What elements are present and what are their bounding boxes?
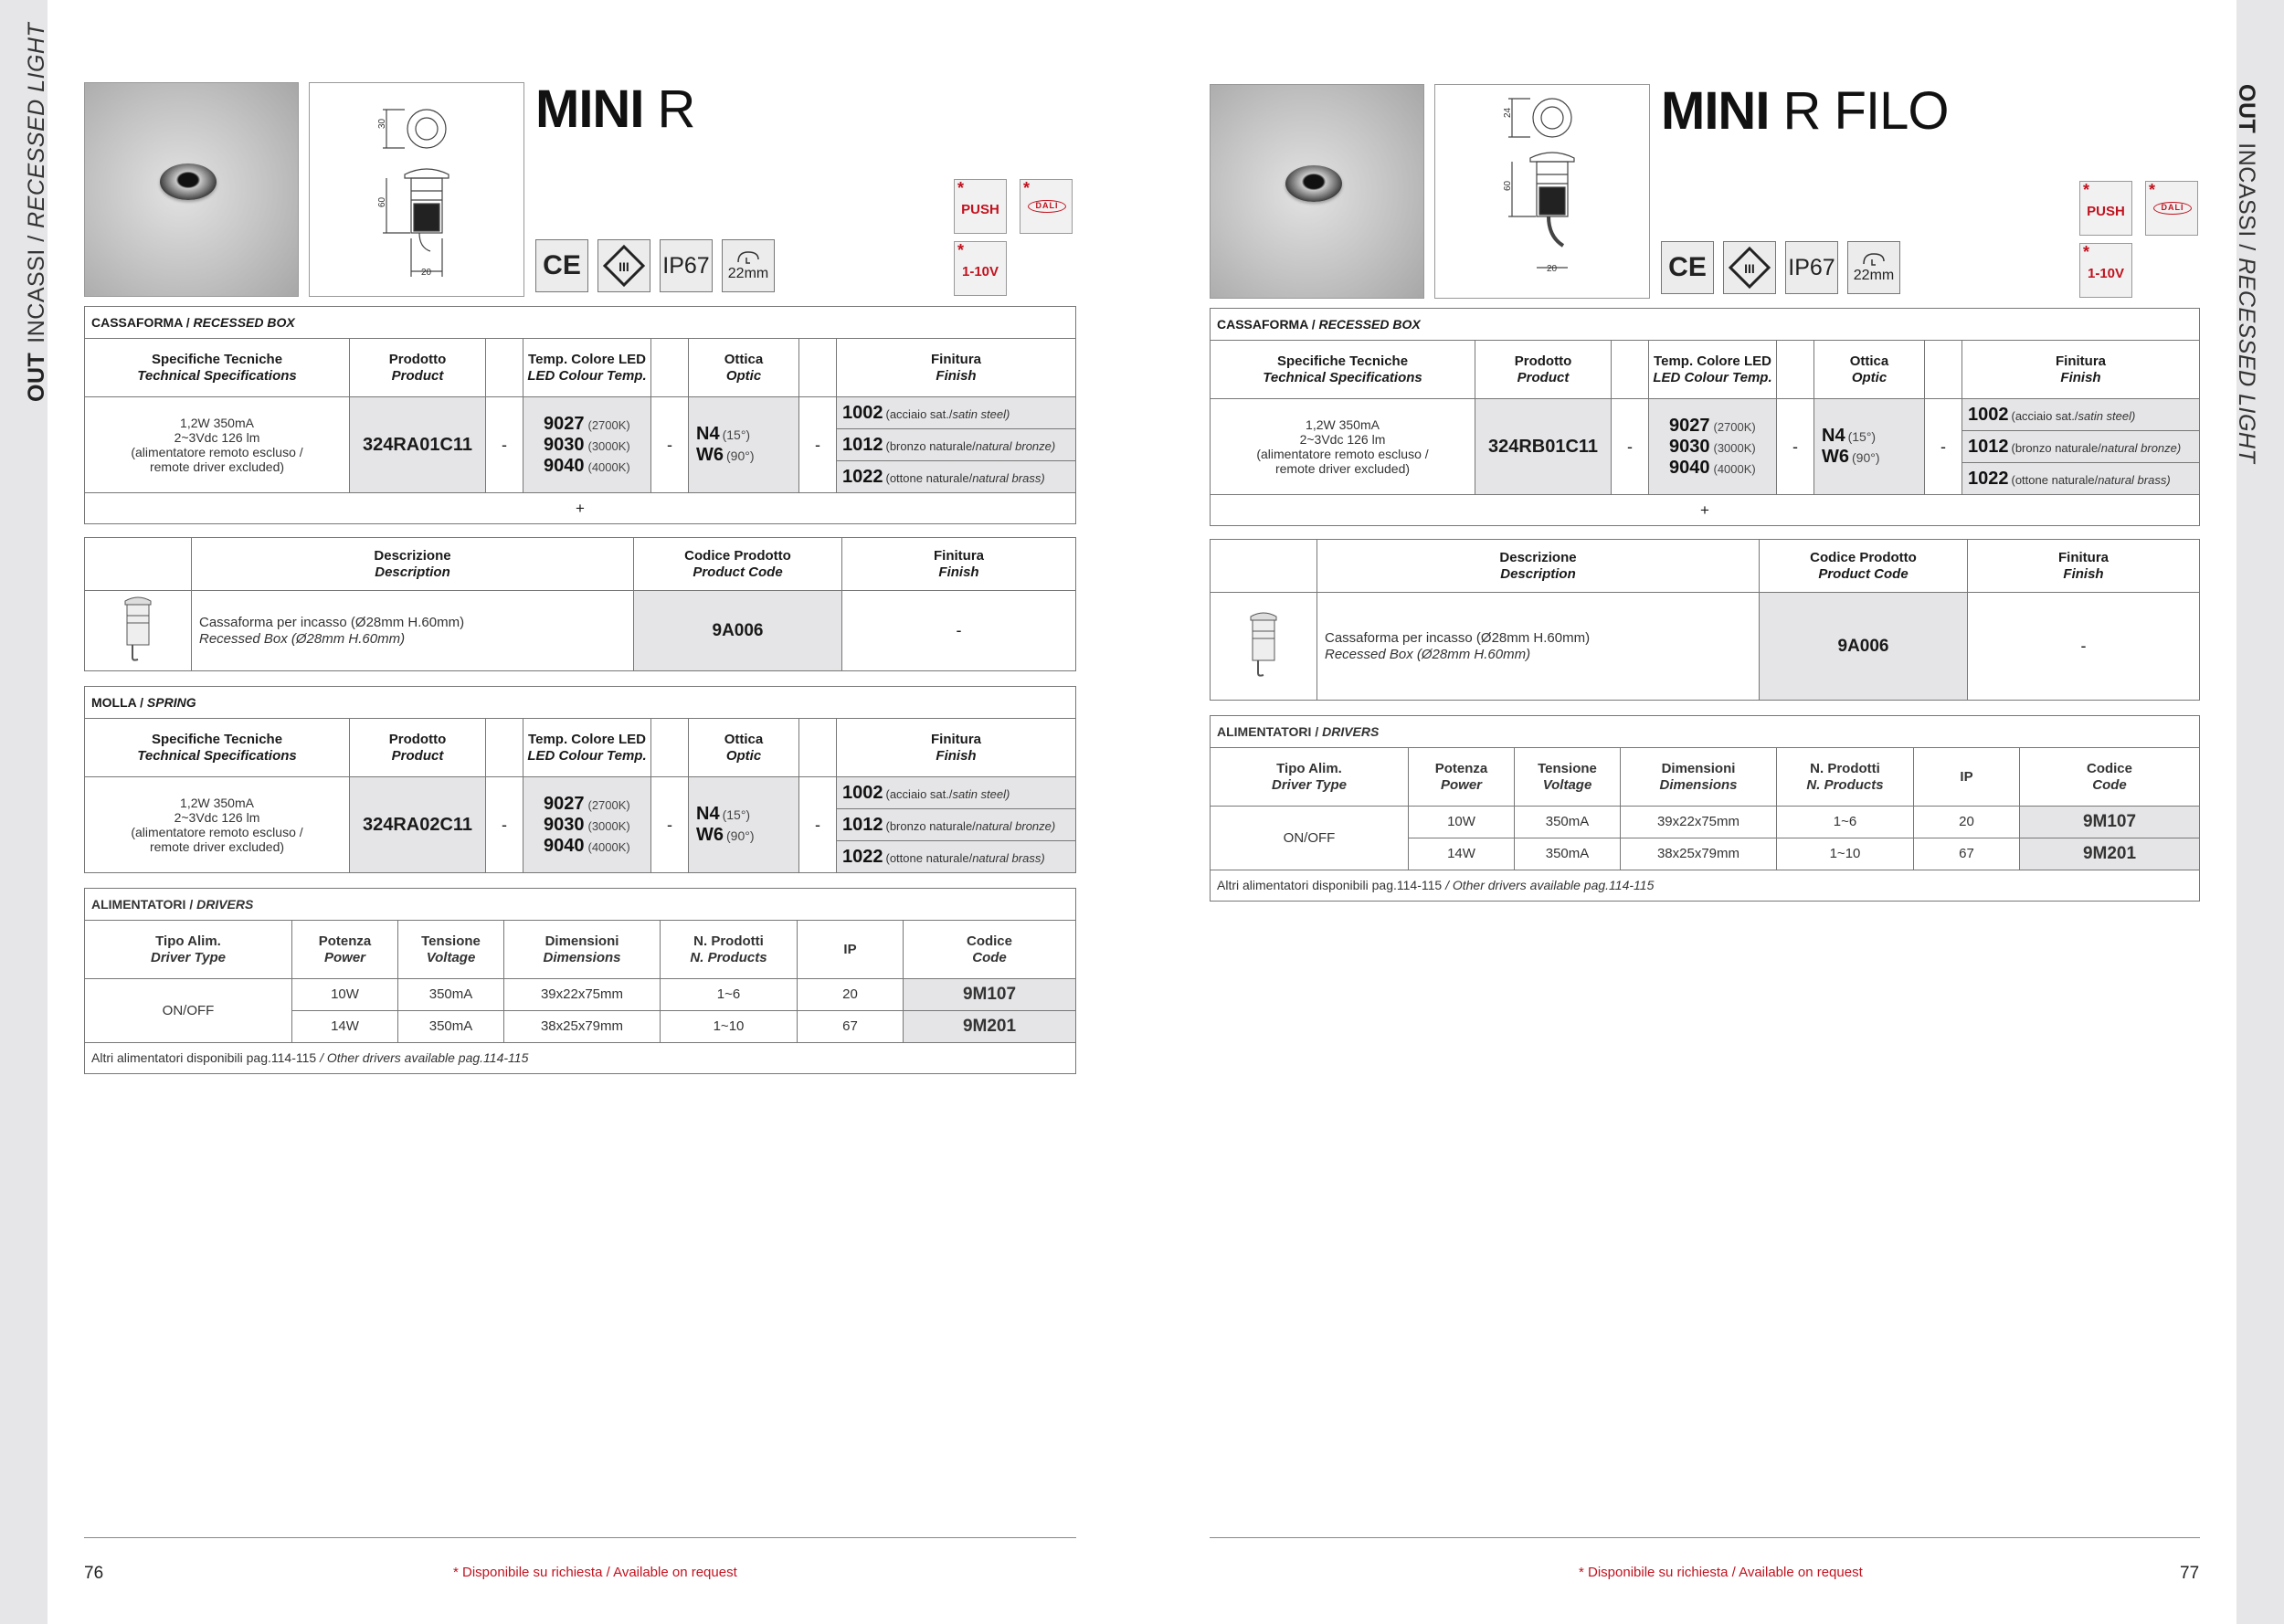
drivers-note: Altri alimentatori disponibili pag.114-115 / Other drivers available pag.114-115 xyxy=(1211,870,2200,902)
accessory-finish: - xyxy=(842,591,1076,671)
dim-height-body: 60 xyxy=(1503,180,1513,191)
plus-sign: + xyxy=(85,493,1076,524)
finish-option: 1012 (bronzo naturale/natural bronze) xyxy=(837,429,1076,461)
spring-table: MOLLA / SPRING Specifiche Tecniche Technical Specifications Prodotto Product Temp. Colore LED LED Colour Temp. Ottica Optic Finitura Finish 1,2W 350mA 2~3Vdc 126 lm (alimentatore remoto escluso / remote driver excluded) 324RA02C11 - 9027 (2700K) 9030 (3000K) 9040 (4000K) - N4 (15°) W6 (90°) - 1002 (acciaio sat./satin steel) 1012 (bronzo naturale/natural bronze) 1022 (ottone naturale/natural brass) xyxy=(84,686,1076,873)
finish-option: 1022 (ottone naturale/natural brass) xyxy=(1962,463,2200,495)
accessory-table: Descrizione Description Codice Prodotto Product Code Finitura Finish Cassaforma per incasso (Ø28mm H.60mm) Recessed Box (Ø28mm H.60mm) 9A006 - xyxy=(1210,539,2200,701)
drivers-table: ALIMENTATORI / DRIVERS Tipo Alim. Driver Type Potenza Power Tensione Voltage Dimensioni Dimensions N. Prodotti N. Products IP Codice Code ON/OFF 10W 350mA 39x22x75mm 1~6 20 9M107 14W 350mA 38x25x79mm 1~10 67 9M201 Altri alimentatori disponibili pag.114-115 / Other drivers available pag.114-115 xyxy=(84,888,1076,1074)
finish-option: 1002 (acciaio sat./satin steel) xyxy=(1962,399,2200,431)
accessory-finish: - xyxy=(1968,593,2200,701)
section-caption: ALIMENTATORI / DRIVERS xyxy=(85,889,1076,921)
product-header xyxy=(84,79,1076,297)
dim-height-head: 30 xyxy=(377,118,387,129)
table-row: 14W 350mA 38x25x79mm 1~10 67 9M201 xyxy=(1211,838,2200,870)
push-badge: * PUSH xyxy=(954,179,1007,234)
push-badge: * PUSH xyxy=(2079,181,2132,236)
table-row: ON/OFF 10W 350mA 39x22x75mm 1~6 20 9M107 xyxy=(85,979,1076,1011)
product-title: MINI R FILO xyxy=(1661,81,1949,141)
table-row: ON/OFF 10W 350mA 39x22x75mm 1~6 20 9M107 xyxy=(1211,807,2200,838)
colour-temps: 9027 (2700K) 9030 (3000K) 9040 (4000K) xyxy=(523,777,651,873)
technical-drawing xyxy=(309,82,524,297)
dim-width: 20 xyxy=(421,268,432,278)
lamp-image xyxy=(1285,165,1342,202)
section-caption: CASSAFORMA / RECESSED BOX xyxy=(1211,309,2200,341)
product-photo xyxy=(84,82,299,297)
page-number-right: 77 xyxy=(2180,1564,2200,1583)
page-left xyxy=(84,0,1076,1624)
technical-drawing xyxy=(1434,84,1650,299)
drivers-table: ALIMENTATORI / DRIVERS Tipo Alim. Driver Type Potenza Power Tensione Voltage Dimensioni Dimensions N. Prodotti N. Products IP Codice Code ON/OFF 10W 350mA 39x22x75mm 1~6 20 9M107 14W 350mA 38x25x79mm 1~10 67 9M201 Altri alimentatori disponibili pag.114-115 / Other drivers available pag.114-115 xyxy=(1210,715,2200,902)
product-code: 324RA02C11 xyxy=(350,777,486,873)
plus-sign: + xyxy=(1211,495,2200,526)
product-code: 324RB01C11 xyxy=(1475,399,1612,495)
spec-text: 1,2W 350mA 2~3Vdc 126 lm (alimentatore remoto escluso / remote driver excluded) xyxy=(85,777,350,873)
availability-note-right: * Disponibile su richiesta / Available on request xyxy=(1579,1565,1863,1580)
ip67-icon: IP67 xyxy=(1785,241,1838,294)
section-caption: MOLLA / SPRING xyxy=(85,687,1076,719)
section-caption: ALIMENTATORI / DRIVERS xyxy=(1211,716,2200,748)
product-photo xyxy=(1210,84,1424,299)
availability-note-left: * Disponibile su richiesta / Available on request xyxy=(453,1565,737,1580)
spec-text: 1,2W 350mA 2~3Vdc 126 lm (alimentatore remoto escluso / remote driver excluded) xyxy=(1211,399,1475,495)
drivers-note: Altri alimentatori disponibili pag.114-115 / Other drivers available pag.114-115 xyxy=(85,1043,1076,1074)
class-iii-icon xyxy=(597,239,650,292)
dali-badge: * DALI xyxy=(1020,179,1073,234)
page-number-left: 76 xyxy=(84,1564,104,1583)
finish-option: 1002 (acciaio sat./satin steel) xyxy=(837,397,1076,429)
drawing-svg xyxy=(1435,85,1651,300)
accessory-description: Cassaforma per incasso (Ø28mm H.60mm) Recessed Box (Ø28mm H.60mm) xyxy=(192,591,634,671)
section-caption: CASSAFORMA / RECESSED BOX xyxy=(85,307,1076,339)
ce-mark-icon: CE xyxy=(1661,241,1714,294)
colour-temps: 9027 (2700K) 9030 (3000K) 9040 (4000K) xyxy=(523,397,651,493)
dali-logo: DALI xyxy=(2153,202,2192,215)
hole-size-icon: 22mm xyxy=(1847,241,1900,294)
dimming-1-10v-badge: * 1-10V xyxy=(954,241,1007,296)
page-right xyxy=(1210,0,2200,1624)
side-label-left: OUTINCASSI / RECESSED LIGHT xyxy=(24,22,49,402)
drawing-svg xyxy=(310,83,525,298)
dim-width: 20 xyxy=(1547,264,1558,274)
dali-logo: DALI xyxy=(1028,200,1066,213)
svg-text:III: III xyxy=(1744,261,1755,276)
accessory-code: 9A006 xyxy=(1760,593,1968,701)
recessed-box-icon xyxy=(85,591,192,671)
product-header xyxy=(1210,81,2200,299)
colour-temps: 9027 (2700K) 9030 (3000K) 9040 (4000K) xyxy=(1649,399,1777,495)
dali-badge: * DALI xyxy=(2145,181,2198,236)
ip67-icon: IP67 xyxy=(660,239,713,292)
finish-option: 1002 (acciaio sat./satin steel) xyxy=(837,777,1076,809)
recessed-box-icon xyxy=(1211,593,1317,701)
optics: N4 (15°) W6 (90°) xyxy=(1814,399,1925,495)
product-code: 324RA01C11 xyxy=(350,397,486,493)
accessory-table: Descrizione Description Codice Prodotto Product Code Finitura Finish Cassaforma per incasso (Ø28mm H.60mm) Recessed Box (Ø28mm H.60mm) 9A006 - xyxy=(84,537,1076,671)
finish-option: 1012 (bronzo naturale/natural bronze) xyxy=(1962,431,2200,463)
dim-height-body: 60 xyxy=(377,196,387,207)
accessory-description: Cassaforma per incasso (Ø28mm H.60mm) Recessed Box (Ø28mm H.60mm) xyxy=(1317,593,1760,701)
class-iii-icon xyxy=(1723,241,1776,294)
finish-option: 1022 (ottone naturale/natural brass) xyxy=(837,841,1076,873)
lamp-image xyxy=(160,163,217,200)
optics: N4 (15°) W6 (90°) xyxy=(689,397,799,493)
footer-rule-right xyxy=(1210,1537,2200,1538)
finish-option: 1022 (ottone naturale/natural brass) xyxy=(837,461,1076,493)
spec-text: 1,2W 350mA 2~3Vdc 126 lm (alimentatore remoto escluso / remote driver excluded) xyxy=(85,397,350,493)
recessed-box-table: CASSAFORMA / RECESSED BOX Specifiche Tecniche Technical Specifications Prodotto Product Temp. Colore LED LED Colour Temp. Ottica Optic Finitura Finish 1,2W 350mA 2~3Vdc 126 lm (alimentatore remoto escluso / remote driver excluded) 324RA01C11 - 9027 (2700K) 9030 (3000K) 9040 (4000K) - N4 (15°) W6 (90°) - 1002 (acciaio sat./satin steel) 1012 (bronzo naturale/natural bronze) 1022 (ottone naturale/natural brass) + xyxy=(84,306,1076,524)
dimming-1-10v-badge: * 1-10V xyxy=(2079,243,2132,298)
ce-mark-icon: CE xyxy=(535,239,588,292)
product-title: MINI R xyxy=(535,79,695,139)
table-row: 14W 350mA 38x25x79mm 1~10 67 9M201 xyxy=(85,1011,1076,1043)
finish-option: 1012 (bronzo naturale/natural bronze) xyxy=(837,809,1076,841)
recessed-box-table: CASSAFORMA / RECESSED BOX Specifiche Tecniche Technical Specifications Prodotto Product Temp. Colore LED LED Colour Temp. Ottica Optic Finitura Finish 1,2W 350mA 2~3Vdc 126 lm (alimentatore remoto escluso / remote driver excluded) 324RB01C11 - 9027 (2700K) 9030 (3000K) 9040 (4000K) - N4 (15°) W6 (90°) - 1002 (acciaio sat./satin steel) 1012 (bronzo naturale/natural bronze) 1022 (ottone naturale/natural brass) + xyxy=(1210,308,2200,526)
dim-height-head: 24 xyxy=(1503,107,1513,118)
footer-rule-left xyxy=(84,1537,1076,1538)
hole-size-icon: 22mm xyxy=(722,239,775,292)
optics: N4 (15°) W6 (90°) xyxy=(689,777,799,873)
side-label-right: OUTINCASSI / RECESSED LIGHT xyxy=(2234,84,2259,464)
svg-text:III: III xyxy=(619,259,629,274)
accessory-code: 9A006 xyxy=(634,591,842,671)
